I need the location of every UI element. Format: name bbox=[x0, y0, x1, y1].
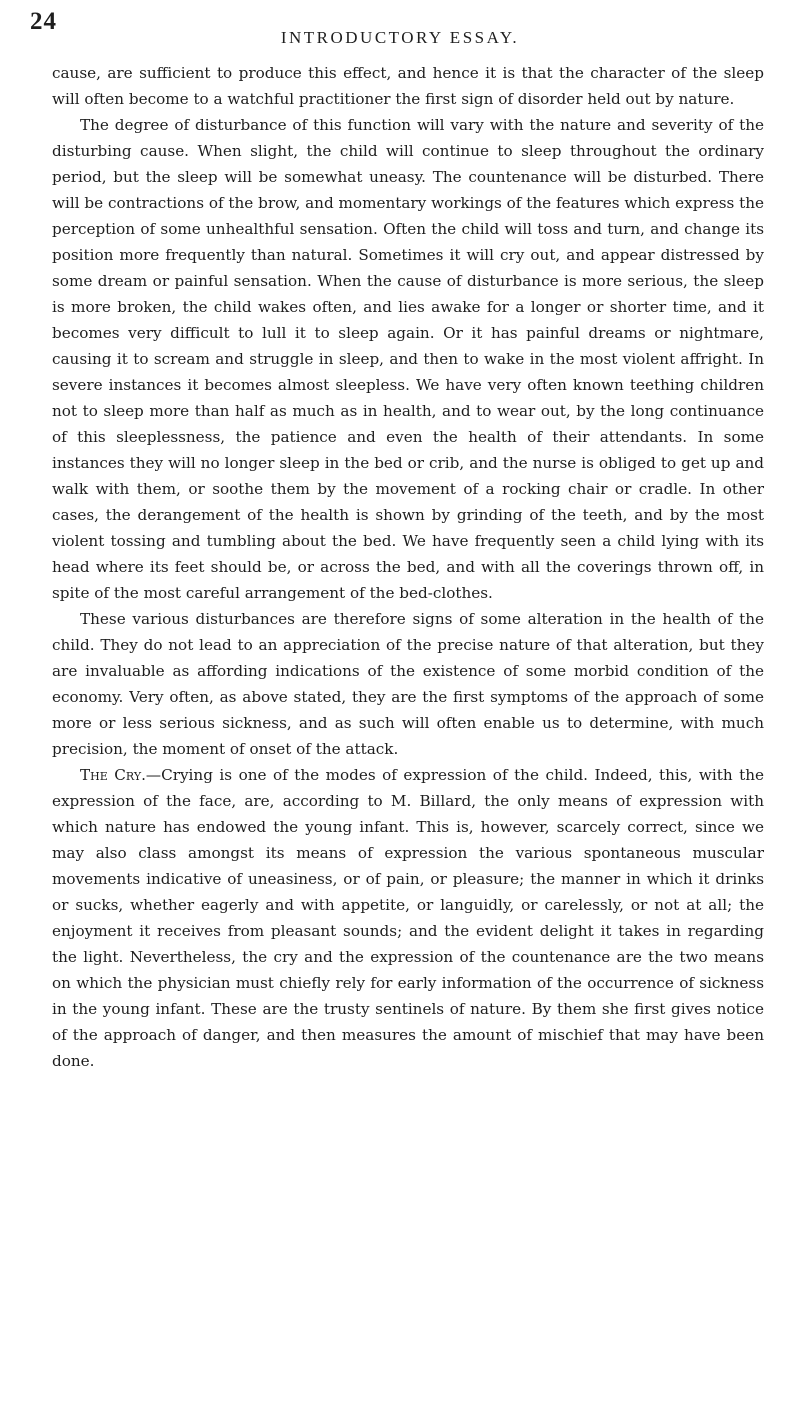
running-head: INTRODUCTORY ESSAY. bbox=[280, 28, 520, 47]
body-text bbox=[52, 60, 764, 1074]
page-header bbox=[30, 8, 770, 47]
paragraph-2: The degree of disturbance of this function will vary with the nature and severity of the disturbing cause. When slight, the child will continue to sleep throughout the ordinary period, but the sleep will be somewhat uneasy. The countenance will be disturbed. There will be contractions of the brow, and momentary workings of the features which express the perception of some unhealthful sensation. Often the child will toss and turn, and change its position more frequently than natural. Sometimes it will cry out, and appear distressed by some dream or painful sensation. When the cause of disturbance is more serious, the sleep is more broken, the child wakes often, and lies awake for a longer or shorter time, and it becomes very difficult to lull it to sleep again. Or it has painful dreams or nightmare, causing it to scream and struggle in sleep, and then to wake in the most violent affright. In severe instances it becomes almost sleepless. We have very often known teething children not to sleep more than half as much as in health, and to wear out, by the long continuance of this sleeplessness, the patience and even the health of their attendants. In some instances they will no longer sleep in the bed or crib, and the nurse is obliged to get up and walk with them, or soothe them by the movement of a rocking chair or cradle. In other cases, the derangement of the health is shown by grinding of the teeth, and by the most violent tossing and tumbling about the bed. We have frequently seen a child lying with its head where its feet should be, or across the bed, and with all the coverings thrown off, in spite of the most careful arrangement of the bed-clothes. bbox=[52, 116, 764, 602]
section-text: —Crying is one of the modes of expression of the child. Indeed, this, with the expression of the face, are, according to M. Billard, the only means of expression with which nature has endowed the young infant. This is, however, scarcely correct, since we may also class amongst its means of expression the various spontaneous muscular movements indicative of uneasiness, or of pain, or pleasure; the manner in which it drinks or sucks, whether eagerly and with appetite, or languidly, or carelessly, or not at all; the enjoyment it receives from pleasant sounds; and the evident delight it takes in regarding the light. Nevertheless, the cry and the expression of the countenance are the two means on which the physician must chiefly rely for early information of the occurrence of sickness in the young infant. These are the trusty sentinels of nature. By them she first gives notice of the approach of danger, and then measures the amount of mischief that may have been done. bbox=[52, 766, 764, 1070]
paragraph-1: cause, are sufficient to produce this effect, and hence it is that the character of the sleep will often become to a watchful practitioner the first sign of disorder held out by nature. bbox=[52, 64, 764, 108]
section-the-cry bbox=[52, 762, 764, 1074]
paragraph-3: These various disturbances are therefore signs of some alteration in the health of the child. They do not lead to an appreciation of the precise nature of that alteration, but they are invaluable as affording indications of the existence of some morbid condition of the economy. Very often, as above stated, they are the first symptoms of the approach of some more or less serious sickness, and as such will often enable us to determine, with much precision, the moment of onset of the attack. bbox=[52, 610, 764, 758]
page-number: 24 bbox=[30, 8, 57, 35]
section-heading: The Cry. bbox=[80, 766, 146, 784]
